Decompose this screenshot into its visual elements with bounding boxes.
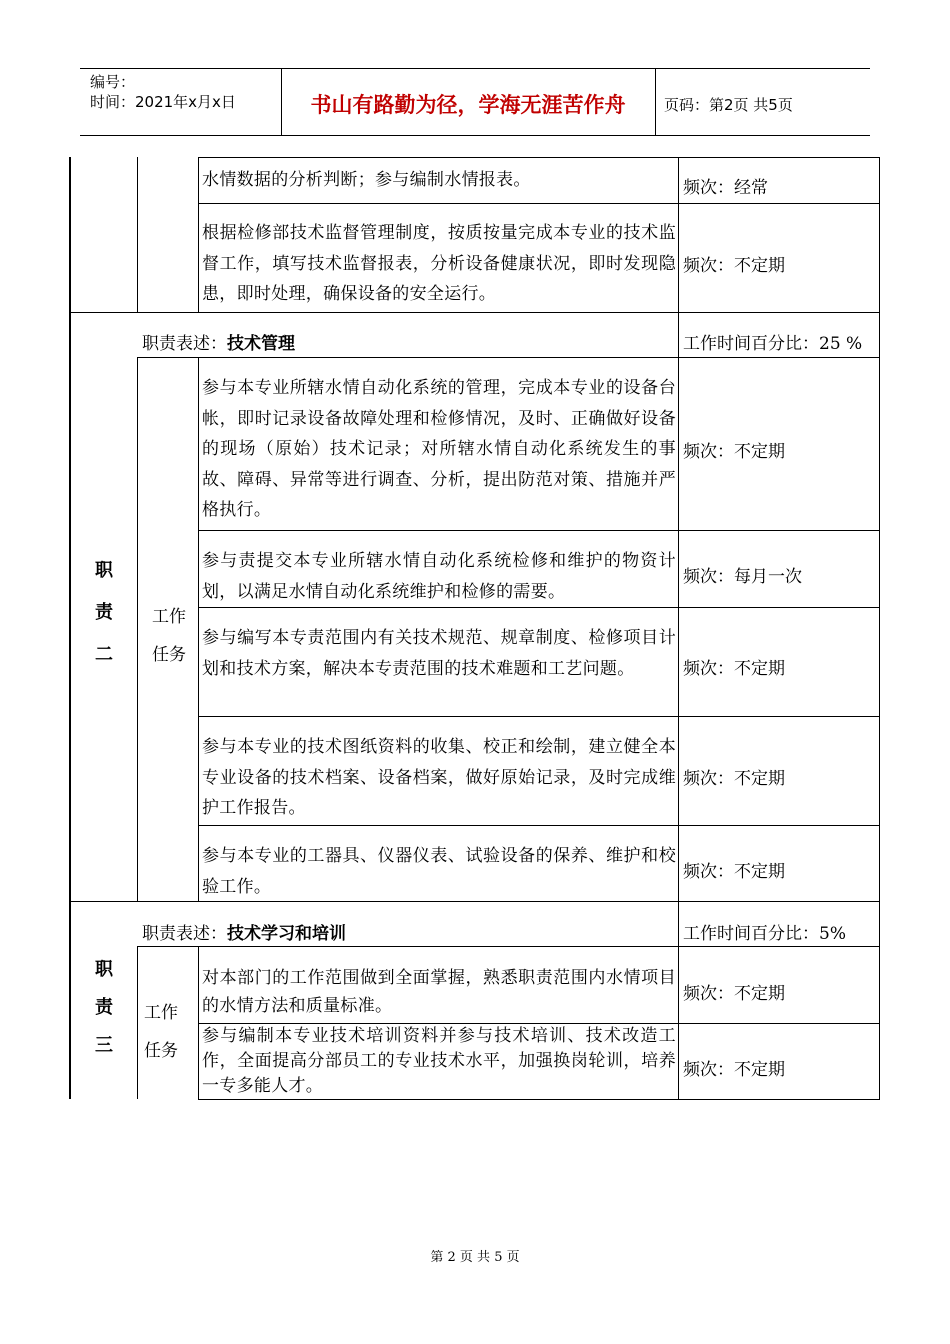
table-left-border	[69, 157, 71, 1099]
task-text: 参与责提交本专业所辖水情自动化系统检修和维护的物资计划，以满足水情自动化系统维护和检修的需要。	[202, 551, 676, 602]
row-line-d2-4	[198, 825, 880, 826]
col-divider-3	[678, 157, 679, 1099]
task-text: 参与编写本专责范围内有关技术规范、规章制度、检修项目计划和技术方案，解决本专责范围的技术难题和工艺问题。	[202, 628, 676, 679]
table-right-border	[879, 157, 880, 1099]
task-frequency: 频次：经常	[683, 178, 768, 198]
col-divider-2a	[198, 157, 199, 312]
task-text: 参与编制本专业技术培训资料并参与技术培训、技术改造工作，全面提高分部员工的专业技术水平，加强换岗轮训，培养一专多能人才。	[202, 1026, 676, 1096]
task-frequency: 频次：不定期	[683, 442, 785, 462]
row-line-d2-2	[198, 607, 880, 608]
task-frequency: 频次：不定期	[683, 1060, 785, 1080]
header-divider-right	[655, 68, 656, 136]
task-text: 根据检修部技术监督管理制度，按质按量完成本专业的技术监督工作，填写技术监督报表，分析设备健康状况，即时发现隐患，即时处理，确保设备的安全运行。	[202, 223, 676, 304]
task-frequency: 频次：不定期	[683, 862, 785, 882]
duty3-title: 技术学习和培训	[227, 924, 346, 944]
row-line-bottom	[198, 1099, 880, 1100]
task-text: 参与本专业所辖水情自动化系统的管理，完成本专业的设备台帐，即时记录设备故障处理和检修情况，及时、正确做好设备的现场（原始）技术记录；对所辖水情自动化系统发生的事故、障碍、异常等进行调查、分析，提出防范对策、措施并严格执行。	[202, 378, 676, 520]
task-text: 参与本专业的技术图纸资料的收集、校正和绘制，建立健全本专业设备的技术档案、设备档案，做好原始记录，及时完成维护工作报告。	[202, 737, 676, 818]
header-top-rule	[80, 68, 870, 69]
task-frequency: 频次：不定期	[683, 256, 785, 276]
row-line-s1	[198, 203, 880, 204]
header-bottom-rule	[80, 135, 870, 136]
row-line-duty2-start	[69, 312, 880, 313]
task-text: 参与本专业的工器具、仪器仪表、试验设备的保养、维护和校验工作。	[202, 846, 676, 897]
col-divider-1a	[137, 157, 138, 312]
duty3-description: 职责表述：技术学习和培训	[142, 924, 346, 944]
duty2-time-percentage: 工作时间百分比：25 %	[683, 334, 863, 354]
duty3-time-percentage: 工作时间百分比：5%	[683, 924, 846, 944]
task-text: 对本部门的工作范围做到全面掌握，熟悉职责范围内水情项目的水情方法和质量标准。	[202, 968, 676, 1016]
duty2-description: 职责表述：技术管理	[142, 334, 295, 354]
header-meta	[90, 72, 236, 112]
row-line-duty2-desc	[137, 357, 880, 358]
task-text: 水情数据的分析判断；参与编制水情报表。	[202, 170, 531, 190]
row-line-d2-3	[198, 716, 880, 717]
task-frequency: 频次：不定期	[683, 984, 785, 1004]
duty2-title: 技术管理	[227, 334, 295, 354]
header-page-info: 页码：第2页 共5页	[664, 96, 793, 114]
duty2-label: 职 责 二	[95, 560, 113, 665]
row-line-duty3-desc	[137, 946, 880, 947]
page-footer: 第 2 页 共 5 页	[430, 1250, 520, 1265]
time-label: 时间：2021年x月x日	[90, 93, 236, 111]
number-label: 编号：	[90, 73, 136, 91]
header-motto: 书山有路勤为径，学海无涯苦作舟	[310, 93, 626, 117]
duty3-task-label: 工作 任务	[144, 1003, 178, 1061]
row-line-d2-1	[198, 530, 880, 531]
duty3-label: 职 责 三	[95, 959, 113, 1056]
row-line-top	[198, 157, 880, 158]
task-frequency: 频次：不定期	[683, 769, 785, 789]
task-frequency: 频次：不定期	[683, 659, 785, 679]
duty2-task-label: 工作 任务	[152, 607, 186, 665]
task-frequency: 频次：每月一次	[683, 567, 802, 587]
